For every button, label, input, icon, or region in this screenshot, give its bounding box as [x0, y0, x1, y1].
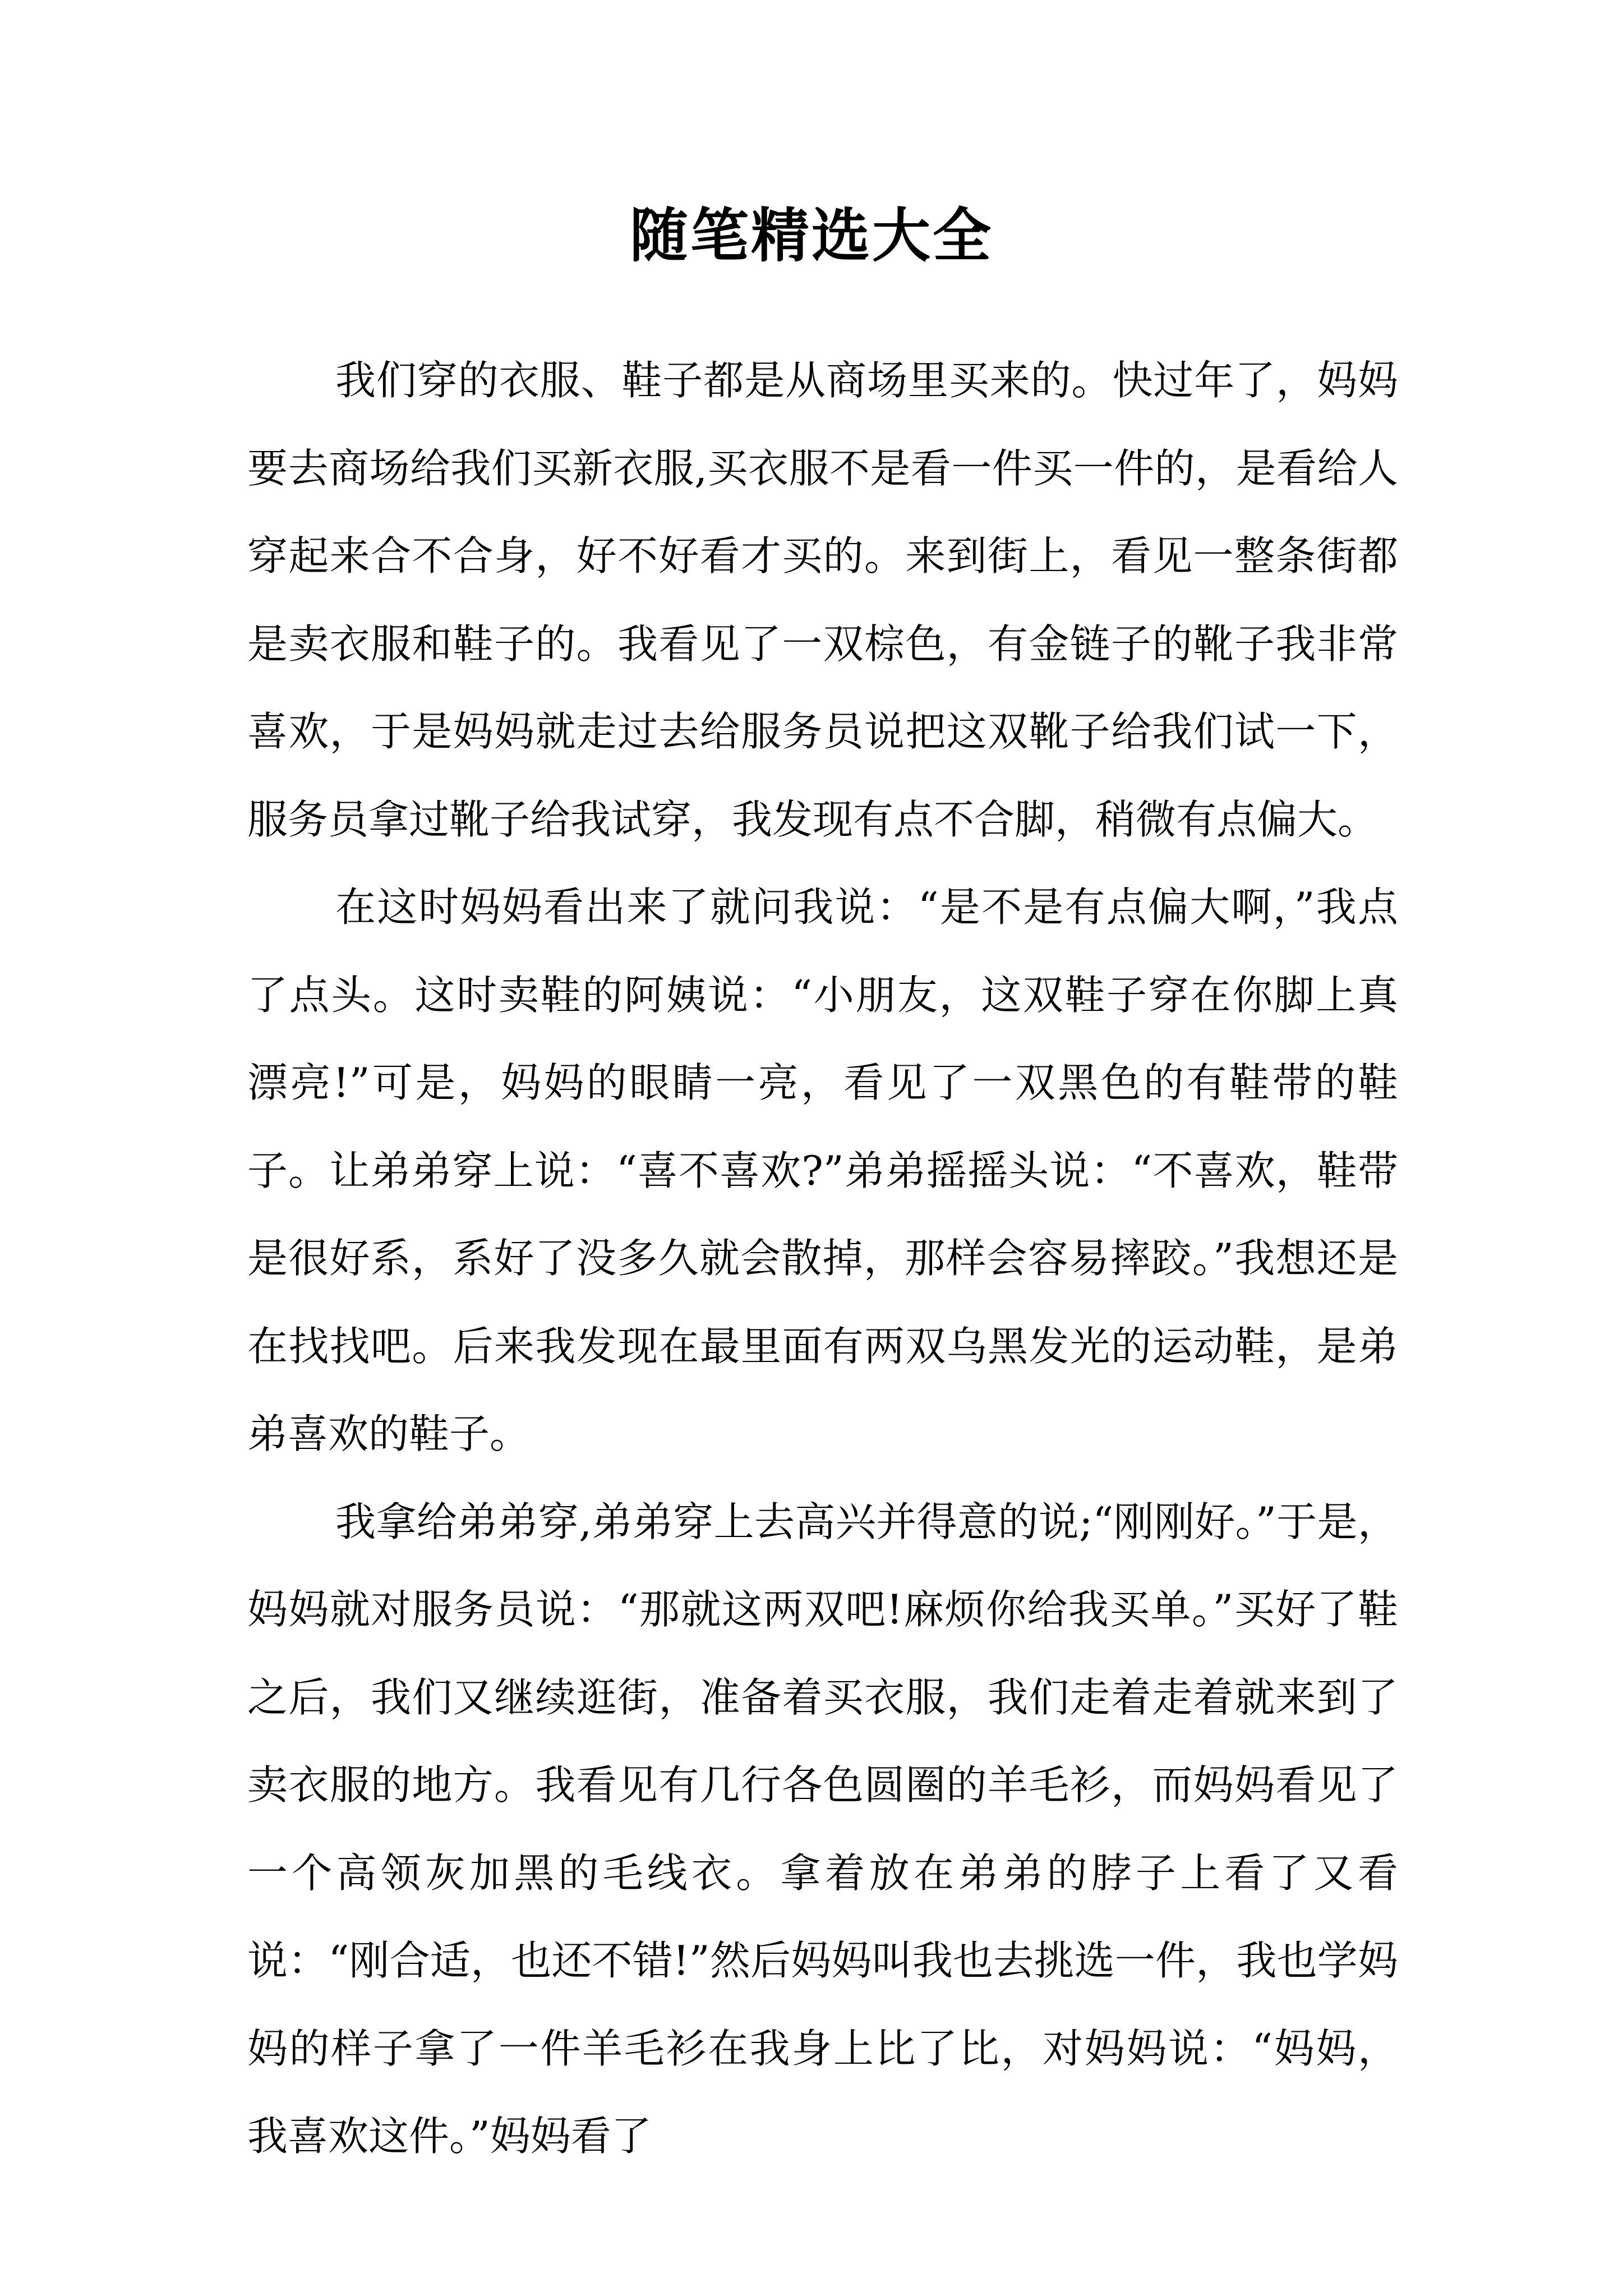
paragraph-2: 在这时妈妈看出来了就问我说：“是不是有点偏大啊，”我点了点头。这时卖鞋的阿姨说：“小朋友，这双鞋子穿在你脚上真漂亮!”可是，妈妈的眼睛一亮，看见了一双黑色的有鞋带的鞋子。让弟弟穿上说：“喜不喜欢?”弟弟摇摇头说：“不喜欢，鞋带是很好系，系好了没多久就会散掉，那样会容易摔跤。”我想还是在找找吧。后来我发现在最里面有两双乌黑发光的运动鞋，是弟弟喜欢的鞋子。: [247, 884, 1398, 1457]
paragraph-3: 我拿给弟弟穿,弟弟穿上去高兴并得意的说;“刚刚好。”于是，妈妈就对服务员说：“那就这两双吧!麻烦你给我买单。”买好了鞋之后，我们又继续逛街，准备着买衣服，我们走着走着就来到了卖衣服的地方。我看见有几行各色圆圈的羊毛衫，而妈妈看见了一个高领灰加黑的毛线衣。拿着放在弟弟的脖子上看了又看说：“刚合适，也还不错!”然后妈妈叫我也去挑选一件，我也学妈妈的样子拿了一件羊毛衫在我身上比了比，对妈妈说：“妈妈，我喜欢这件。”妈妈看了: [247, 1498, 1398, 2160]
document-title: 随笔精选大全: [629, 201, 993, 270]
paragraph-1: 我们穿的衣服、鞋子都是从商场里买来的。快过年了，妈妈要去商场给我们买新衣服,买衣服不是看一件买一件的，是看给人穿起来合不合身，好不好看才买的。来到街上，看见一整条街都是卖衣服和鞋子的。我看见了一双棕色，有金链子的靴子我非常喜欢，于是妈妈就走过去给服务员说把这双靴子给我们试一下，服务员拿过靴子给我试穿，我发现有点不合脚，稍微有点偏大。: [247, 357, 1398, 843]
document-body: [247, 337, 1398, 2180]
